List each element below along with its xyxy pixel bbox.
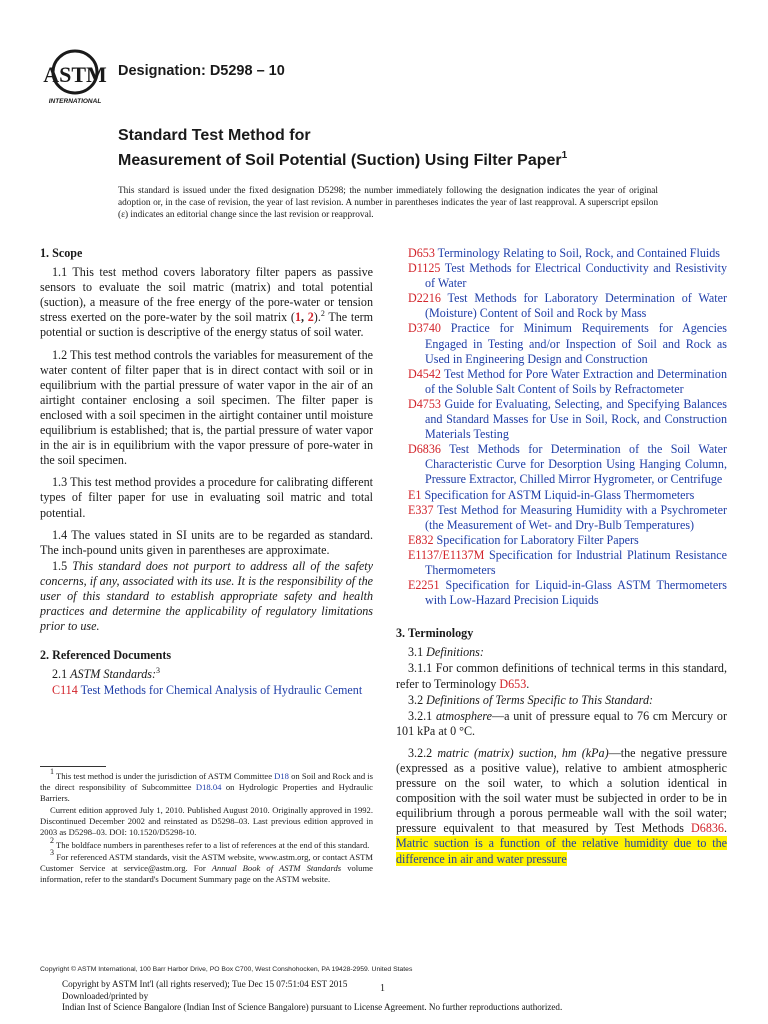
footnote-mark-2: 2 xyxy=(320,309,325,319)
license-line-2: Downloaded/printed by xyxy=(62,990,149,1001)
term-3-1: 3.1 Definitions: xyxy=(408,645,484,660)
subcommittee-link[interactable]: D18.04 xyxy=(195,782,222,793)
ref-item-e2251[interactable]: E2251 Specification for Liquid-in-Glass ASTM Thermometers with Low-Hazard Precision Liquids xyxy=(408,578,727,608)
scope-para-1-4: 1.4 The values stated in SI units are to be regarded as standard. The inch-pound units given in parentheses are approximate. xyxy=(40,527,373,557)
astm-standards-subheading: 2.1 ASTM Standards:$^3$ xyxy=(52,666,161,682)
ref-item-d3740[interactable]: D3740 Practice for Minimum Requirements for Agencies Engaged in Testing and/or Inspection of Soil and Rock as Used in Engineering Design and Construction xyxy=(408,321,727,366)
ref-item-d653[interactable]: D653 Terminology Relating to Soil, Rock, and Contained Fluids xyxy=(408,246,721,260)
title-text: Measurement of Soil Potential (Suction) Using Filter Paper xyxy=(118,152,562,169)
ref-item-e1137[interactable]: E1137/E1137M Specification for Industrial Platinum Resistance Thermometers xyxy=(408,547,727,577)
logo-subtext: INTERNATIONAL xyxy=(48,98,102,105)
title-line-2 xyxy=(118,146,718,171)
ref-item-d6836[interactable]: D6836 Test Methods for Determination of the Soil Water Characteristic Curve for Desorption Using Hanging Column, Pressure Extractor, Chilled Mirror Hygrometer, or Centrifuge xyxy=(408,442,727,487)
footnote-3: $^3$ For referenced ASTM standards, visit the ASTM website, www.astm.org, or contact ASTM Customer Service at service@astm.org. For Annual Book of ASTM Standards volume information, refer to the standard's Document Summary page on the ASTM website. xyxy=(40,847,373,884)
term-ref-d6836[interactable]: D6836 xyxy=(691,821,724,836)
license-notice xyxy=(62,979,562,1014)
scope-heading: 1. Scope xyxy=(40,246,83,260)
footnotes xyxy=(40,767,374,886)
copyright-line: Copyright © ASTM International, 100 Barr Harbor Drive, PO Box C700, West Conshohocken, PA 19428-2959. United States xyxy=(40,966,413,973)
scope-para-1-5: 1.5 This standard does not purport to address all of the safety concerns, if any, associated with its use. It is the responsibility of the user of this standard to establish appropriate safety and health practices and determine the applicability of regulatory limitations prior to use. xyxy=(40,558,374,634)
scope-para-1-1: 1.1 This test method covers laboratory filter papers as passive sensors to evaluate the soil matric (matrix) and total potential (suction), a measure of the free energy of the pore-water or tension stress exerted on the pore-water by the soil matrix (1, 2).$^2$ The term potential or suction is descriptive of the energy status of soil water. xyxy=(40,265,374,340)
ref-item-e1[interactable]: E1 Specification for ASTM Liquid-in-Glass Thermometers xyxy=(408,487,695,502)
license-line-1: Copyright by ASTM Int'l (all rights reserved); Tue Dec 15 07:51:04 EST 2015 xyxy=(62,979,348,989)
right-column xyxy=(396,246,727,874)
license-line-3: Indian Inst of Science Bangalore (Indian Inst of Science Bangalore) pursuant to License Agreement. No further reproductions authorized. xyxy=(62,1002,563,1013)
astm-logo xyxy=(42,48,108,106)
ref-item-c114[interactable]: C114 Test Methods for Chemical Analysis of Hydraulic Cement xyxy=(52,683,363,698)
term-3-1-1: 3.1.1 For common definitions of technical terms in this standard, refer to Terminology D653. xyxy=(396,661,727,691)
ref-item-d4542[interactable]: D4542 Test Method for Pore Water Extraction and Determination of the Soluble Salt Content of Soils by Refractometer xyxy=(408,366,727,396)
terminology-heading: 3. Terminology xyxy=(396,626,474,641)
ref-item-e337[interactable]: E337 Test Method for Measuring Humidity with a Psychrometer (the Measurement of Wet- and Dry-Bulb Temperatures) xyxy=(408,502,727,532)
term-ref-d653[interactable]: D653 xyxy=(499,676,527,691)
scope-para-1-2: 1.2 This test method controls the variables for measurement of the water content of filter paper that is in direct contact with soil or in equilibrium with the partial pressure of water vapor in the air of an airtight container enclosing a soil specimen. The filter paper is enclosed with a soil specimen in the airtight container until moisture equilibrium is established; that is, the partial pressure of water vapor in the air is in equilibrium with the vapor pressure of pore-water in the soil specimen. xyxy=(40,347,373,468)
designation: Designation: D5298 – 10 xyxy=(118,63,285,79)
title-footnote-mark: 1 xyxy=(561,150,568,161)
term-3-2-1: 3.2.1 atmosphere—a unit of pressure equal to 76 cm Mercury or 101 kPa at 0 °C. xyxy=(396,708,727,738)
logo-text: ASTM xyxy=(43,62,107,87)
ref-link-1[interactable]: 1 xyxy=(294,310,302,325)
scope-para-1-3: 1.3 This test method provides a procedure for calibrating different types of filter paper for use in evaluating soil matric and total potential. xyxy=(40,475,373,520)
footnote-1: $^1$ This test method is under the jurisdiction of ASTM Committee D18 on Soil and Rock and is the direct responsibility of Subcommittee D18.04 on Hydrologic Properties and Hydraulic Barriers. xyxy=(40,767,374,804)
standard-notice: This standard is issued under the fixed designation D5298; the number immediately following the designation indicates the year of original adoption or, in the case of revision, the year of last revision. A number in parentheses indicates the year of last reapproval. A superscript epsilon (ε) indicates an editorial change since the last revision or reapproval. xyxy=(118,186,658,221)
highlighted-text[interactable]: Matric suction is a function of the relative humidity due to the difference in air and water pressure xyxy=(396,836,727,866)
title-block xyxy=(118,126,718,171)
page-number: 1 xyxy=(380,983,385,994)
term-3-2: 3.2 Definitions of Terms Specific to This Standard: xyxy=(408,692,654,707)
ref-link-2[interactable]: 2 xyxy=(307,310,314,325)
ref-item-d4753[interactable]: D4753 Guide for Evaluating, Selecting, and Specifying Balances and Standard Masses for Use in Soil, Rock, and Construction Materials Testing xyxy=(408,396,727,442)
footnote-1-edition: Current edition approved July 1, 2010. Published August 2010. Originally approved in 1992. Discontinued December 2002 and reinstated as D5298–03. Last previous edition approved in 2003 as D5298–03. DOI: 10.1520/D5298-10. xyxy=(40,805,373,838)
ref-item-d2216[interactable]: D2216 Test Methods for Laboratory Determination of Water (Moisture) Content of Soil and Rock by Mass xyxy=(408,291,727,321)
committee-link[interactable]: D18 xyxy=(274,771,289,781)
ref-item-e832[interactable]: E832 Specification for Laboratory Filter Papers xyxy=(408,532,639,547)
referenced-docs-heading: 2. Referenced Documents xyxy=(40,648,172,663)
footnote-2: $^2$ The boldface numbers in parentheses refer to a list of references at the end of this standard. xyxy=(50,835,370,850)
ref-item-d1125[interactable]: D1125 Test Methods for Electrical Conductivity and Resistivity of Water xyxy=(408,261,727,291)
title-line-1: Standard Test Method for xyxy=(118,127,311,144)
left-column xyxy=(40,246,373,699)
term-3-2-2: 3.2.2 matric (matrix) suction, hm (kPa)—the negative pressure (expressed as a positive value), relative to ambient atmospheric pressure on the soil water, to which a solution identical in composition with the soil water must be subjected in order to be in equilibrium through a porous permeable wall with the soil water; pressure equivalent to that measured by Test Methods D6836. Matric suction is a function of the relative humidity due to the difference in air and water pressure xyxy=(396,745,727,866)
